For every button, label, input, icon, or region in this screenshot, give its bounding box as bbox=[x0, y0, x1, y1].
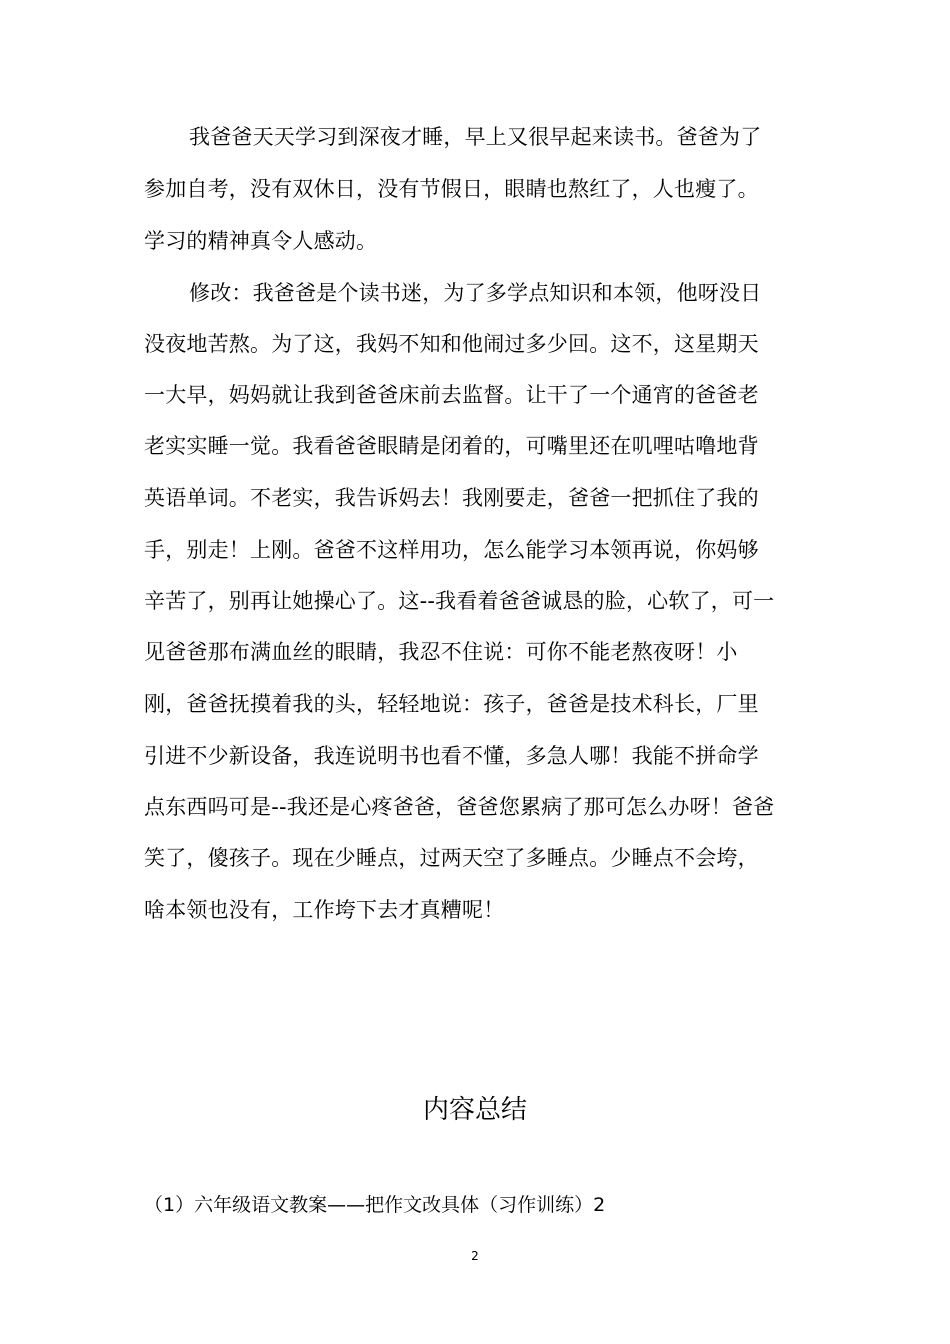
paragraph1-line: 我爸爸天天学习到深夜才睡，早上又很早起来读书。爸爸为了 bbox=[189, 125, 762, 149]
paragraph1-line: 参加自考，没有双休日，没有节假日，眼睛也熬红了，人也瘦了。 bbox=[144, 177, 759, 201]
page-number: 2 bbox=[471, 1249, 479, 1263]
paragraph2-line: 点东西吗可是--我还是心疼爸爸，爸爸您累病了那可怎么办呀！爸爸 bbox=[144, 795, 775, 819]
paragraph2-line: 啥本领也没有，工作垮下去才真糟呢！ bbox=[144, 898, 505, 922]
paragraph2-line: 英语单词。不老实，我告诉妈去！我刚要走，爸爸一把抓住了我的 bbox=[144, 486, 759, 510]
paragraph2-line: 见爸爸那布满血丝的眼睛，我忍不住说：可你不能老熬夜呀！小 bbox=[144, 640, 738, 664]
paragraph2-line: 刚，爸爸抚摸着我的头，轻轻地说：孩子，爸爸是技术科长，厂里 bbox=[144, 692, 759, 716]
paragraph2-line: 老实实睡一觉。我看爸爸眼睛是闭着的，可嘴里还在叽哩咕噜地背 bbox=[144, 434, 759, 458]
paragraph2-line: 没夜地苦熬。为了这，我妈不知和他闹过多少回。这不，这星期天 bbox=[144, 332, 759, 356]
paragraph2-line: 一大早，妈妈就让我到爸爸床前去监督。让干了一个通宵的爸爸老 bbox=[144, 383, 759, 407]
paragraph2-line: 笑了，傻孩子。现在少睡点，过两天空了多睡点。少睡点不会垮， bbox=[144, 846, 759, 870]
paragraph1-line: 学习的精神真令人感动。 bbox=[144, 229, 378, 253]
summary-item: （1）六年级语文教案——把作文改具体（习作训练）2 bbox=[144, 1194, 606, 1216]
paragraph2-line: 手，别走！上刚。爸爸不这样用功，怎么能学习本领再说，你妈够 bbox=[144, 538, 759, 562]
paragraph2-line: 引进不少新设备，我连说明书也看不懂，多急人哪！我能不拼命学 bbox=[144, 744, 759, 768]
paragraph2-line: 修改：我爸爸是个读书迷，为了多学点知识和本领，他呀没日 bbox=[189, 281, 762, 305]
summary-title: 内容总结 bbox=[422, 1095, 527, 1125]
paragraph2-line: 辛苦了，别再让她操心了。这--我看着爸爸诚恳的脸，心软了，可一 bbox=[144, 589, 775, 613]
